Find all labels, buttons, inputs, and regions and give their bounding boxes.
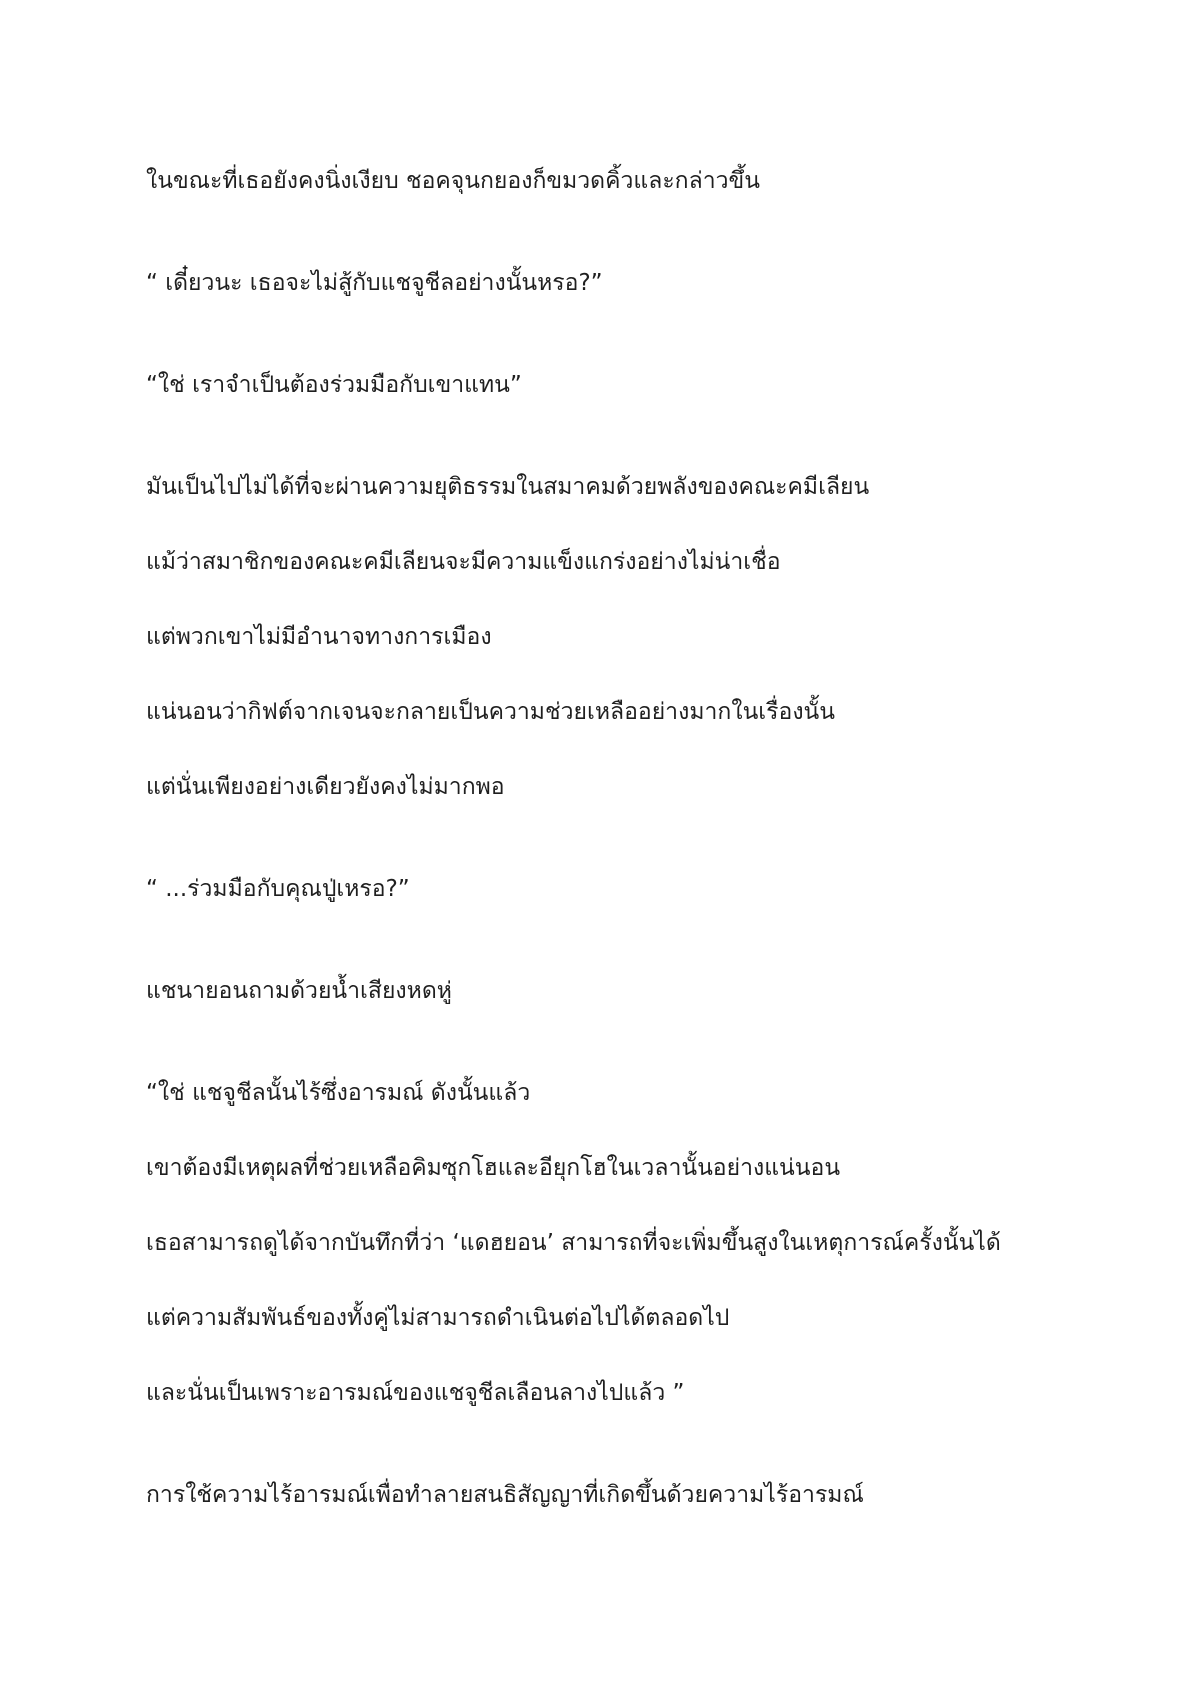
paragraph-line: การใช้ความไร้อารมณ์เพื่อทำลายสนธิสัญญาที่เกิดขึ้นด้วยความไร้อารมณ์ [146, 1482, 864, 1508]
paragraph-line: ในขณะที่เธอยังคงนิ่งเงียบ ชอคจุนกยองก็ขมวดคิ้วและกล่าวขึ้น [146, 168, 760, 194]
paragraph-line: แม้ว่าสมาชิกของคณะคมีเลียนจะมีความแข็งแกร่งอย่างไม่น่าเชื่อ [146, 549, 781, 575]
paragraph-line: แน่นอนว่ากิฟต์จากเจนจะกลายเป็นความช่วยเหลืออย่างมากในเรื่องนั้น [146, 699, 835, 725]
dialogue-line: “ใช่ เราจำเป็นต้องร่วมมือกับเขาแทน” [146, 372, 522, 398]
paragraph-line: แชนายอนถามด้วยน้ำเสียงหดหู่ [146, 978, 452, 1004]
dialogue-line: “ เดี๋ยวนะ เธอจะไม่สู้กับแชจูชีลอย่างนั้นหรอ?” [146, 270, 603, 296]
paragraph-line: แต่พวกเขาไม่มีอำนาจทางการเมือง [146, 624, 492, 650]
dialogue-line: “ใช่ แชจูชีลนั้นไร้ซึ่งอารมณ์ ดังนั้นแล้ว [146, 1080, 531, 1106]
dialogue-line: “ ...ร่วมมือกับคุณปู่เหรอ?” [146, 876, 410, 902]
dialogue-line: เธอสามารถดูได้จากบันทึกที่ว่า ‘แดฮยอน’ สามารถที่จะเพิ่มขึ้นสูงในเหตุการณ์ครั้งนั้นได้ [146, 1230, 1001, 1256]
paragraph-line: แต่นั่นเพียงอย่างเดียวยังคงไม่มากพอ [146, 774, 505, 800]
dialogue-line: เขาต้องมีเหตุผลที่ช่วยเหลือคิมซุกโฮและอียุกโฮในเวลานั้นอย่างแน่นอน [146, 1155, 841, 1181]
dialogue-line: และนั่นเป็นเพราะอารมณ์ของแชจูชีลเลือนลางไปแล้ว ” [146, 1380, 685, 1406]
paragraph-line: มันเป็นไปไม่ได้ที่จะผ่านความยุติธรรมในสมาคมด้วยพลังของคณะคมีเลียน [146, 474, 870, 500]
dialogue-line: แต่ความสัมพันธ์ของทั้งคู่ไม่สามารถดำเนินต่อไปได้ตลอดไป [146, 1305, 730, 1331]
